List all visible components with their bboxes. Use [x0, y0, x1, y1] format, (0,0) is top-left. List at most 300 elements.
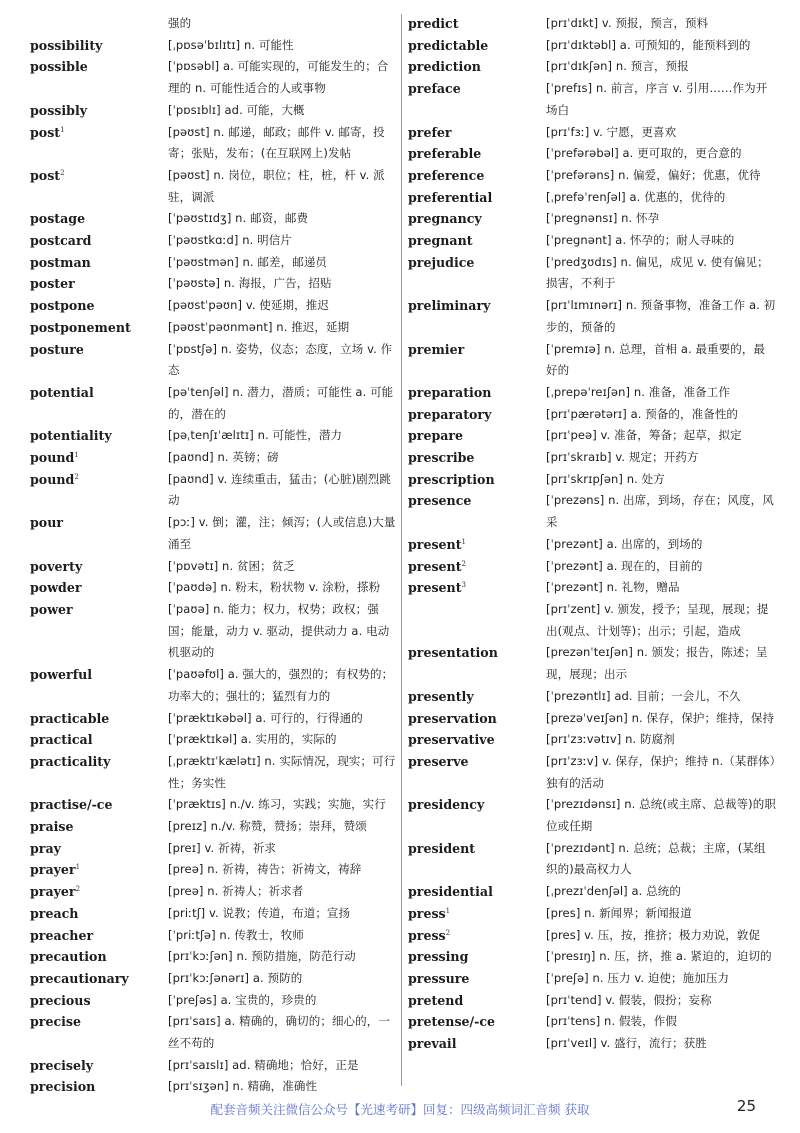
headword	[30, 816, 168, 838]
left-column	[30, 13, 398, 1098]
definition: [pəˌtenʃɪˈælɪtɪ] n. 可能性，潜力	[168, 428, 343, 443]
dictionary-entry	[30, 512, 398, 555]
homograph-number: 1	[461, 537, 466, 546]
dictionary-entry	[30, 1055, 398, 1077]
headword-text: prayer	[30, 884, 76, 900]
dictionary-entry	[30, 425, 398, 447]
definition: [paʊnd] v. 连续重击，猛击；(心脏)剧烈跳动	[168, 471, 391, 508]
headword	[408, 35, 546, 57]
headword-text: preparatory	[408, 406, 492, 422]
definition: [prɪˈpærətərɪ] a. 预备的，准备性的	[546, 406, 739, 421]
dictionary-entry	[30, 447, 398, 469]
headword	[408, 56, 546, 78]
dictionary-entry	[30, 122, 398, 165]
definition: [prɪˈpeə] v. 准备，筹备；起草，拟定	[546, 428, 742, 443]
right-column	[408, 13, 776, 1055]
headword-text: pregnancy	[408, 211, 482, 227]
definition: [ˈprezəntlɪ] ad. 目前；一会儿，不久	[546, 688, 741, 703]
dictionary-entry	[408, 187, 776, 209]
homograph-number: 2	[461, 559, 466, 568]
definition: [paʊnd] n. 英镑；磅	[168, 450, 279, 465]
dictionary-entry	[30, 946, 398, 968]
dictionary-entry	[30, 990, 398, 1012]
dictionary-entry	[30, 599, 398, 664]
headword-text: prejudice	[408, 254, 475, 270]
dictionary-entry	[408, 881, 776, 903]
dictionary-entry	[408, 447, 776, 469]
definition: [pəʊstˈpəʊn] v. 使延期，推迟	[168, 298, 329, 313]
dictionary-entry	[30, 577, 398, 599]
dictionary-entry	[408, 729, 776, 751]
dictionary-entry	[408, 990, 776, 1012]
headword	[408, 122, 546, 144]
definition: [ˈpɒsɪblɪ] ad. 可能，大概	[168, 102, 305, 117]
dictionary-entry	[30, 35, 398, 57]
dictionary-entry	[30, 708, 398, 730]
headword-text: pressing	[408, 949, 469, 965]
dictionary-entry	[408, 534, 776, 556]
headword	[30, 1011, 168, 1033]
dictionary-entry	[30, 1011, 398, 1054]
dictionary-entry	[408, 122, 776, 144]
dictionary-entry	[408, 1033, 776, 1055]
headword	[30, 35, 168, 57]
dictionary-entry	[408, 404, 776, 426]
headword-text: practise/-ce	[30, 797, 113, 813]
dictionary-entry	[408, 490, 776, 533]
dictionary-entry	[30, 794, 398, 816]
headword	[30, 1055, 168, 1077]
definition: [prezəˈveɪʃən] n. 保存，保护；维持，保持	[546, 710, 775, 725]
definition: [prɪˈlɪmɪnərɪ] n. 预备事物，准备工作 a. 初步的，预备的	[546, 298, 776, 334]
headword	[408, 925, 546, 947]
dictionary-entry	[408, 425, 776, 447]
dictionary-entry	[30, 816, 398, 838]
headword	[30, 208, 168, 230]
headword	[30, 859, 168, 881]
headword	[408, 729, 546, 751]
dictionary-entry	[30, 252, 398, 274]
definition: [prɪˈtend] v. 假装，假扮；妄称	[546, 992, 712, 1007]
definition: [ˈprezɪdənt] n. 总统；总裁；主席，(某组织的)最高权力人	[546, 840, 766, 877]
definition: [ˈprezəns] n. 出席，到场，存在；风度，风采	[546, 493, 774, 530]
headword-text: preferential	[408, 189, 493, 205]
definition: [ˌpræktɪˈkælətɪ] n. 实际情况，现实；可行性；务实性	[168, 753, 396, 790]
definition: [prɪˈdɪkʃən] n. 预言，预报	[546, 59, 689, 74]
headword-text: prayer	[30, 862, 76, 878]
definition: [prɪˈzɜːvətɪv] n. 防腐剂	[546, 732, 675, 747]
headword-text: precise	[30, 1014, 82, 1030]
headword-text: predict	[408, 16, 459, 31]
headword	[30, 925, 168, 947]
headword	[408, 382, 546, 404]
headword-text: poverty	[30, 558, 83, 574]
dictionary-entry	[30, 664, 398, 707]
headword-text: present	[408, 558, 462, 574]
headword	[408, 165, 546, 187]
headword	[408, 794, 546, 816]
definition: [prɪˈskraɪb] v. 规定；开药方	[546, 450, 699, 465]
definition: [pɔː] v. 倒；灌，注；倾泻；(人或信息)大量涌至	[168, 515, 396, 551]
definition: [ˌpɒsəˈbɪlɪtɪ] n. 可能性	[168, 37, 294, 52]
headword-text: precautionary	[30, 970, 129, 986]
headword	[30, 1076, 168, 1098]
headword-text: prefer	[408, 124, 452, 140]
headword	[408, 946, 546, 968]
headword-text: pretend	[408, 992, 464, 1008]
headword-text: postcard	[30, 233, 92, 249]
headword	[30, 903, 168, 925]
headword	[408, 13, 546, 35]
headword	[30, 751, 168, 773]
headword	[30, 577, 168, 599]
definition: [pəʊst] n. 邮递，邮政；邮件 v. 邮寄，投寄；张贴，发布；(在互联网上)发帖	[168, 124, 385, 161]
dictionary-entry	[408, 208, 776, 230]
headword-text: preservation	[408, 710, 497, 726]
definition: [prɪˈfɜː] v. 宁愿，更喜欢	[546, 124, 677, 139]
definition: [ˈpəʊstmən] n. 邮差，邮递员	[168, 254, 328, 269]
headword-text: presidential	[408, 884, 493, 900]
definition: [prɪˈtens] n. 假装，作假	[546, 1014, 677, 1029]
headword	[408, 881, 546, 903]
headword-text: preservative	[408, 732, 495, 748]
headword	[408, 230, 546, 252]
headword	[408, 78, 546, 100]
definition: [ˈpræktɪkəl] a. 实用的，实际的	[168, 732, 337, 747]
headword-text: preserve	[408, 753, 469, 769]
headword	[30, 165, 168, 187]
headword-text: potential	[30, 384, 94, 400]
headword-text: postponement	[30, 319, 131, 335]
dictionary-entry	[408, 556, 776, 578]
headword	[30, 469, 168, 491]
headword-text: premier	[408, 341, 465, 357]
dictionary-entry	[408, 469, 776, 491]
headword-text: postman	[30, 254, 91, 270]
definition: [ˌprezɪˈdenʃəl] a. 总统的	[546, 884, 681, 899]
headword	[408, 295, 546, 317]
dictionary-entry	[408, 230, 776, 252]
headword	[30, 599, 168, 621]
definition: [ˈprezənt] a. 现在的，目前的	[546, 558, 703, 573]
dictionary-entry	[408, 686, 776, 708]
headword	[30, 968, 168, 990]
definition: [ˈpriːtʃə] n. 传教士，牧师	[168, 927, 304, 942]
dictionary-entry	[408, 968, 776, 990]
dictionary-entry	[408, 751, 776, 794]
definition: [priːtʃ] v. 说教；传道，布道；宣扬	[168, 905, 351, 920]
homograph-number: 2	[445, 928, 451, 937]
dictionary-entry	[30, 556, 398, 578]
definition: [ˈpreʃəs] a. 宝贵的，珍贵的	[168, 992, 317, 1007]
headword-text: precisely	[30, 1057, 94, 1073]
headword-text: preach	[30, 905, 79, 921]
definition: [ˈprezɪdənsɪ] n. 总统(或主席、总裁等)的职位或任期	[546, 797, 776, 834]
homograph-number: 2	[75, 885, 81, 894]
dictionary-entry	[408, 252, 776, 295]
headword-text: pregnant	[408, 233, 473, 249]
definition: [preɪ] v. 祈祷，祈求	[168, 840, 276, 855]
headword	[30, 339, 168, 361]
headword-text: predictable	[408, 37, 489, 53]
dictionary-entry	[408, 35, 776, 57]
headword	[30, 425, 168, 447]
dictionary-entry	[30, 1076, 398, 1098]
definition: [preɪz] n./v. 称赞，赞扬；崇拜，赞颂	[168, 819, 367, 834]
definition: [ˈpræktɪkəbəl] a. 可行的，行得通的	[168, 710, 363, 725]
headword	[408, 903, 546, 925]
definition: [ˈpɒsəbl] a. 可能实现的，可能发生的；合理的 n. 可能性适合的人或事物	[168, 59, 389, 96]
headword	[30, 56, 168, 78]
definition: [ˌprepəˈreɪʃən] n. 准备，准备工作	[546, 384, 730, 399]
dictionary-entry	[408, 708, 776, 730]
headword	[30, 295, 168, 317]
dictionary-entry	[408, 577, 776, 599]
dictionary-entry	[30, 729, 398, 751]
headword-text: practicable	[30, 710, 110, 726]
headword	[30, 230, 168, 252]
definition: [prɪˈzɜːv] v. 保存，保护；维持 n.（某群体）独有的活动	[546, 753, 776, 790]
footer-note: 配套音频关注微信公众号【光速考研】回复：四级高频词汇音频 获取	[210, 1102, 590, 1117]
dictionary-entry	[30, 903, 398, 925]
dictionary-entry	[408, 382, 776, 404]
headword-text: possibly	[30, 102, 88, 118]
headword	[30, 708, 168, 730]
headword-text: post	[30, 167, 61, 183]
definition: [ˈprefərəns] n. 偏爱，偏好；优惠，优待	[546, 167, 761, 182]
definition: [ˈpɒstʃə] n. 姿势，仪态；态度，立场 v. 作态	[168, 341, 393, 378]
headword-text: postpone	[30, 298, 95, 314]
headword-text: practical	[30, 732, 93, 748]
headword	[408, 425, 546, 447]
dictionary-entry	[30, 317, 398, 339]
headword-text: post	[30, 124, 61, 140]
headword	[408, 404, 546, 426]
definition: [ˈpregnənt] a. 怀孕的；耐人寻味的	[546, 233, 735, 248]
headword-text: preparation	[408, 384, 492, 400]
dictionary-entry	[30, 382, 398, 425]
homograph-number: 1	[60, 125, 65, 134]
headword	[30, 838, 168, 860]
headword-text: poster	[30, 276, 75, 292]
dictionary-entry	[408, 165, 776, 187]
dictionary-entry	[408, 56, 776, 78]
dictionary-entry	[408, 143, 776, 165]
definition: [ˈpremɪə] n. 总理，首相 a. 最重要的，最好的	[546, 341, 766, 378]
headword-text: preferable	[408, 146, 482, 162]
headword-text: pressure	[408, 970, 470, 986]
dictionary-entry	[30, 295, 398, 317]
headword	[30, 512, 168, 534]
headword-text: posture	[30, 341, 84, 357]
dictionary-entry	[408, 295, 776, 338]
headword	[408, 187, 546, 209]
headword	[30, 100, 168, 122]
headword	[30, 447, 168, 469]
definition: [ˈprezənt] n. 礼物，赠品	[546, 580, 680, 595]
headword	[30, 122, 168, 144]
definition: [pres] v. 压，按，推挤；极力劝说，敦促	[546, 927, 761, 942]
headword-text: presence	[408, 493, 472, 509]
headword-text: pound	[30, 471, 75, 487]
dictionary-entry	[408, 13, 776, 35]
page-number: 25	[736, 1097, 756, 1115]
headword-text: praise	[30, 819, 74, 835]
dictionary-entry	[30, 968, 398, 990]
homograph-number: 1	[74, 451, 79, 460]
headword	[408, 686, 546, 708]
headword	[30, 273, 168, 295]
headword-text: prediction	[408, 59, 481, 75]
definition: [ˈpəʊstkɑːd] n. 明信片	[168, 233, 292, 248]
definition: [preə] n. 祈祷，祷告；祈祷文，祷辞	[168, 862, 362, 877]
headword-text: precious	[30, 992, 91, 1008]
definition: [ˈprezənt] a. 出席的，到场的	[546, 536, 703, 551]
headword	[408, 447, 546, 469]
definition: 强的	[168, 16, 192, 30]
definition: [ˈpəʊstɪdʒ] n. 邮资，邮费	[168, 211, 309, 226]
headword-text: possibility	[30, 37, 103, 53]
definition: [pəˈtenʃəl] n. 潜力，潜质；可能性 a. 可能的，潜在的	[168, 384, 394, 421]
dictionary-entry	[30, 208, 398, 230]
headword	[408, 556, 546, 578]
dictionary-entry	[30, 469, 398, 512]
headword	[30, 729, 168, 751]
headword-text: potentiality	[30, 428, 112, 444]
headword	[408, 838, 546, 860]
headword-text: possible	[30, 59, 88, 75]
definition: [ˈpreʃə] n. 压力 v. 迫使；施加压力	[546, 970, 730, 985]
definition: [ˈpresɪŋ] n. 压，挤，推 a. 紧迫的，迫切的	[546, 949, 772, 964]
definition: [prɪˈsaɪs] a. 精确的，确切的；细心的，一丝不苟的	[168, 1014, 390, 1051]
dictionary-entry	[408, 599, 776, 642]
homograph-number: 1	[75, 863, 81, 872]
headword	[30, 317, 168, 339]
headword-text: pour	[30, 515, 63, 531]
definition: [prɪˈdɪktəbl] a. 可预知的，能预料到的	[546, 37, 751, 52]
dictionary-entry	[30, 13, 398, 35]
dictionary-entry	[408, 794, 776, 837]
headword	[408, 490, 546, 512]
dictionary-entry	[30, 925, 398, 947]
dictionary-entry	[408, 925, 776, 947]
definition: [prɪˈsaɪslɪ] ad. 精确地；恰好，正是	[168, 1057, 359, 1072]
headword-text: prepare	[408, 428, 464, 444]
headword-text: present	[408, 580, 462, 596]
definition: [prezənˈteɪʃən] n. 颁发；报告，陈述；呈现，展现；出示	[546, 645, 768, 682]
dictionary-entry	[30, 838, 398, 860]
dictionary-entry	[408, 838, 776, 881]
headword	[408, 642, 546, 664]
headword-text: presently	[408, 688, 474, 704]
column-divider	[401, 14, 402, 1086]
headword	[30, 252, 168, 274]
headword	[408, 534, 546, 556]
headword-text: prescription	[408, 471, 495, 487]
headword-text: president	[408, 840, 476, 856]
headword	[30, 382, 168, 404]
definition: [ˈpræktɪs] n./v. 练习，实践；实施，实行	[168, 797, 386, 812]
definition: [pres] n. 新闻界；新闻报道	[546, 905, 692, 920]
headword-text: press	[408, 927, 446, 943]
headword	[30, 794, 168, 816]
headword	[30, 946, 168, 968]
headword	[408, 143, 546, 165]
headword-text: practicality	[30, 753, 111, 769]
headword-text: prescribe	[408, 450, 475, 466]
headword-text: present	[408, 536, 462, 552]
definition: [ˈpregnənsɪ] n. 怀孕	[546, 211, 660, 226]
dictionary-entry	[30, 859, 398, 881]
headword	[30, 881, 168, 903]
dictionary-entry	[408, 903, 776, 925]
headword	[408, 990, 546, 1012]
headword	[408, 577, 546, 599]
headword-text: precaution	[30, 949, 107, 965]
headword-text: press	[408, 905, 446, 921]
headword	[408, 208, 546, 230]
headword-text: pound	[30, 450, 75, 466]
headword-text: power	[30, 601, 73, 617]
dictionary-entry	[30, 100, 398, 122]
definition: [pəʊst] n. 岗位，职位；柱，桩，杆 v. 派驻，调派	[168, 167, 385, 204]
definition: [prɪˈveɪl] v. 盛行，流行；获胜	[546, 1036, 707, 1051]
homograph-number: 1	[445, 906, 451, 915]
homograph-number: 2	[74, 472, 79, 481]
headword-text: powder	[30, 580, 82, 596]
headword	[30, 664, 168, 686]
dictionary-entry	[30, 273, 398, 295]
headword	[30, 990, 168, 1012]
homograph-number: 3	[461, 581, 466, 590]
headword-text: presidency	[408, 797, 485, 813]
headword-text: preface	[408, 81, 461, 97]
headword-text: presentation	[408, 645, 498, 661]
headword	[408, 252, 546, 274]
headword-text: prevail	[408, 1036, 457, 1052]
definition: [ˈpredʒʊdɪs] n. 偏见，成见 v. 使有偏见；损害，不利于	[546, 254, 769, 291]
dictionary-entry	[408, 946, 776, 968]
headword	[30, 556, 168, 578]
headword-text: preacher	[30, 927, 94, 943]
definition: [ˈpaʊəfʊl] a. 强大的，强烈的；有权势的；功率大的；强壮的；猛烈有力的	[168, 667, 394, 703]
dictionary-entry	[30, 339, 398, 382]
headword	[408, 708, 546, 730]
dictionary-entry	[30, 751, 398, 794]
headword	[408, 469, 546, 491]
definition: [prɪˈzent] v. 颁发，授予；呈现，展现；提出(观点、计划等)；出示；引起，造成	[546, 601, 769, 638]
definition: [ˌprefəˈrenʃəl] a. 优惠的，优待的	[546, 189, 726, 204]
definition: [prɪˈkɔːʃənərɪ] a. 预防的	[168, 970, 303, 985]
dictionary-entry	[408, 339, 776, 382]
homograph-number: 2	[60, 168, 65, 177]
headword	[408, 339, 546, 361]
headword	[408, 1033, 546, 1055]
dictionary-entry	[30, 165, 398, 208]
dictionary-entry	[30, 881, 398, 903]
headword-text: pray	[30, 840, 61, 856]
definition: [prɪˈdɪkt] v. 预报，预言，预料	[546, 16, 709, 30]
headword-text: precision	[30, 1079, 96, 1095]
headword-text: postage	[30, 211, 86, 227]
definition: [prɪˈkɔːʃən] n. 预防措施，防范行动	[168, 949, 356, 964]
definition: [ˈprefɪs] n. 前言，序言 v. 引用……作为开场白	[546, 81, 768, 117]
dictionary-entry	[30, 56, 398, 99]
definition: [ˈpɒvətɪ] n. 贫困；贫乏	[168, 558, 295, 573]
definition: [ˈprefərəbəl] a. 更可取的，更合意的	[546, 146, 742, 161]
headword-text: pretense/-ce	[408, 1014, 496, 1030]
definition: [prɪˈsɪʒən] n. 精确，准确性	[168, 1079, 318, 1094]
